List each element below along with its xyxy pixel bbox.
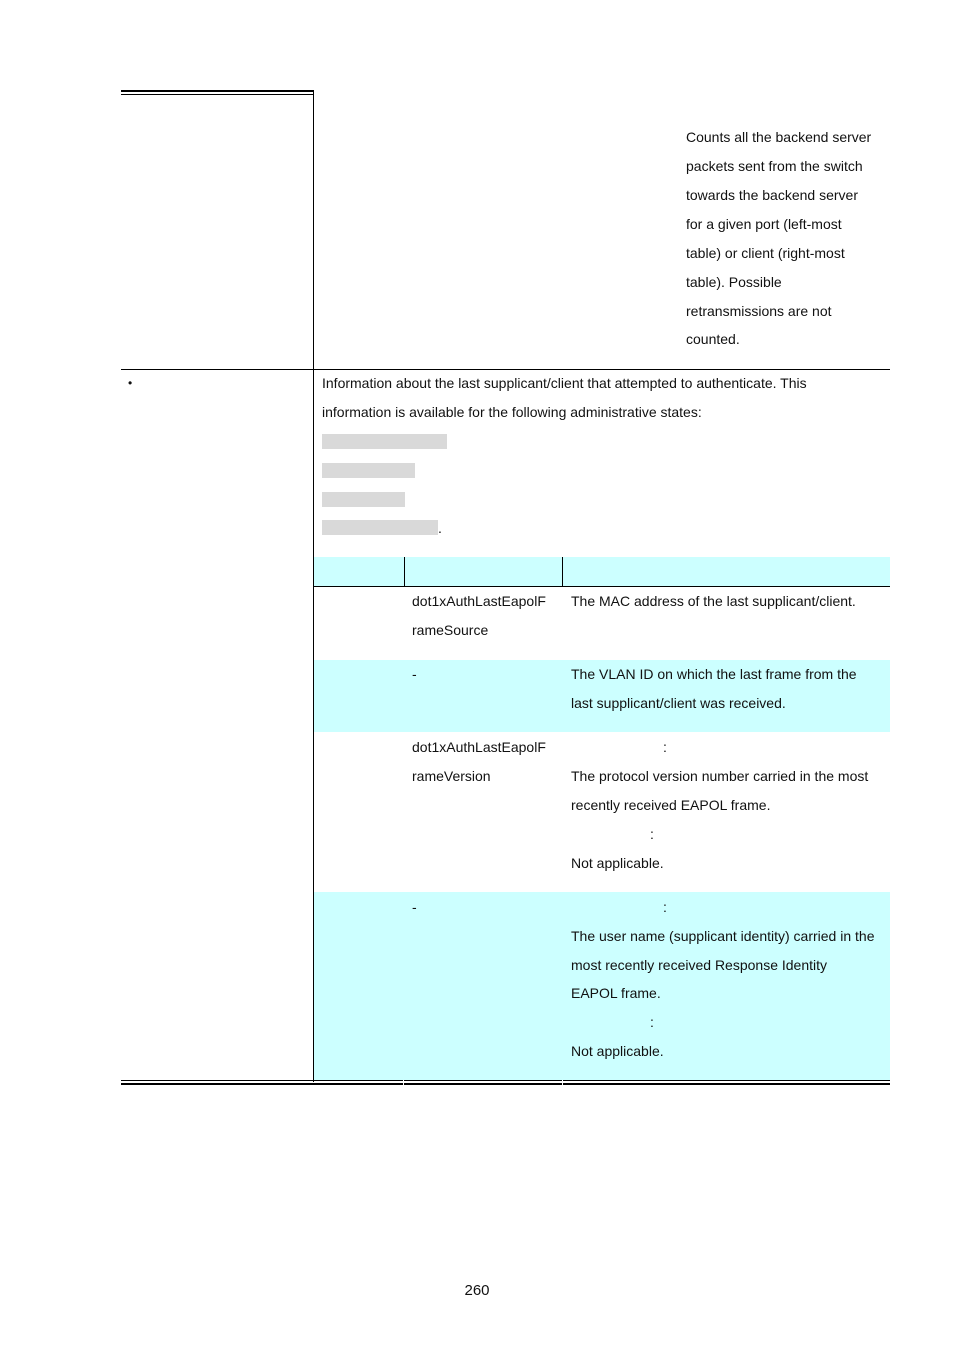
inner-table-header (314, 557, 890, 586)
counter-desc-line: table) or client (right-most (686, 245, 845, 261)
bottom-rule-thick (121, 1083, 890, 1085)
desc-cell: The protocol version number carried in the most (571, 768, 869, 784)
admin-state-placeholder (322, 463, 415, 478)
desc-cell: The user name (supplicant identity) carried in the (571, 928, 875, 944)
counter-desc-line: retransmissions are not (686, 303, 832, 319)
bottom-col-tick (562, 1080, 563, 1085)
bullet: • (128, 376, 133, 390)
desc-cell: recently received EAPOL frame. (571, 797, 771, 813)
desc-cell: Not applicable. (571, 1043, 664, 1059)
mib-cell: dot1xAuthLastEapolF (412, 739, 546, 755)
admin-state-placeholder (322, 434, 447, 449)
page-number: 260 (464, 1282, 490, 1299)
counter-desc-line: for a given port (left-most (686, 216, 842, 232)
desc-colon: : (663, 899, 667, 915)
intro-line: information is available for the following administrative states: (322, 404, 702, 420)
admin-state-placeholder (322, 492, 405, 507)
header-col-divider (562, 557, 563, 587)
desc-cell: The VLAN ID on which the last frame from the (571, 666, 857, 682)
header-col-divider (404, 557, 405, 587)
mib-cell: dot1xAuthLastEapolF (412, 593, 546, 609)
intro-line: Information about the last supplicant/client that attempted to authenticate. This (322, 375, 807, 391)
counter-desc-line: towards the backend server (686, 187, 858, 203)
counter-desc-line: counted. (686, 331, 740, 347)
top-rule-thin (121, 94, 314, 95)
top-rule-thick (121, 90, 314, 92)
desc-cell: Not applicable. (571, 855, 664, 871)
desc-cell: last supplicant/client was received. (571, 695, 786, 711)
mib-cell: rameSource (412, 622, 489, 638)
desc-colon: : (650, 1014, 654, 1030)
admin-state-placeholder (322, 520, 438, 535)
desc-colon: : (650, 826, 654, 842)
desc-cell: most recently received Response Identity (571, 957, 828, 973)
counter-desc-line: table). Possible (686, 274, 782, 290)
counter-desc-line: packets sent from the switch (686, 158, 863, 174)
mib-cell: - (412, 666, 417, 682)
bottom-rule-thin (121, 1080, 890, 1081)
counter-desc-line: Counts all the backend server (686, 129, 872, 145)
desc-colon: : (663, 739, 667, 755)
mib-cell: rameVersion (412, 768, 491, 784)
states-period: . (438, 520, 442, 536)
desc-cell: EAPOL frame. (571, 985, 661, 1001)
desc-cell: The MAC address of the last supplicant/client. (571, 593, 856, 609)
bottom-col-tick (403, 1080, 404, 1085)
mib-cell: - (412, 899, 417, 915)
